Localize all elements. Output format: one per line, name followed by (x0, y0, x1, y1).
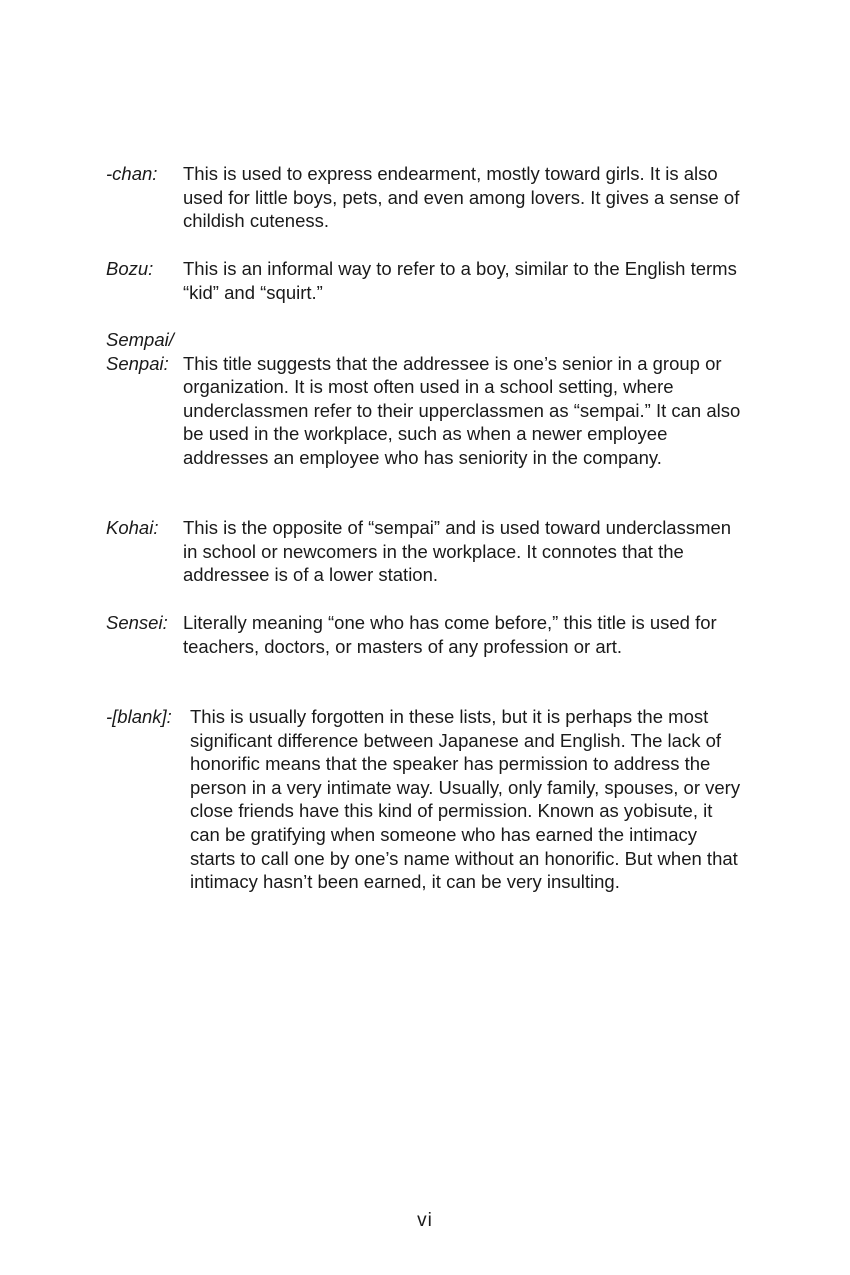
glossary-definition: This title suggests that the addressee is one’s senior in a group or organization. It is most often used in a school setting, where underclassmen refer to their upperclassmen as “sempai.” It can also be used in the workplace, such as when a newer employee addresses an employee who has seniority in the company. (183, 352, 741, 468)
glossary-definition: This is usually forgotten in these lists, but it is perhaps the most significant difference between Japanese and English. The lack of honorific means that the speaker has permission to address the person in a very intimate way. Usually, only family, spouses, or very close friends have this kind of permission. Known as yobisute, it can be gratifying when someone who has earned the intimacy starts to call one by one’s name without an honorific. But when that intimacy hasn’t been earned, it can be very insulting. (190, 706, 741, 893)
glossary-entry-kohai (106, 516, 746, 587)
glossary-term: -chan: (106, 163, 158, 184)
glossary-term: -[blank]: (106, 706, 172, 727)
glossary-term-alternate: Sempai/ (106, 329, 174, 350)
glossary-entry-senpai (106, 328, 746, 470)
glossary-term: Bozu: (106, 258, 154, 279)
glossary-entry-bozu (106, 257, 746, 304)
glossary-entry-sensei (106, 611, 746, 658)
glossary-term: Senpai: (106, 352, 169, 374)
glossary-definition: This is the opposite of “sempai” and is used toward underclassmen in school or newcomers in the workplace. It connotes that the addressee is of a lower station. (183, 517, 732, 586)
glossary-entry-blank (106, 705, 746, 894)
page-number: vi (417, 1210, 433, 1231)
glossary-term: Kohai: (106, 517, 159, 538)
glossary-term: Sensei: (106, 612, 168, 633)
glossary-definition: This is used to express endearment, mostly toward girls. It is also used for little boys, pets, and even among lovers. It gives a sense of childish cuteness. (183, 163, 740, 232)
glossary-definition: This is an informal way to refer to a boy, similar to the English terms “kid” and “squirt.” (183, 258, 737, 303)
glossary-definition: Literally meaning “one who has come before,” this title is used for teachers, doctors, or masters of any profession or art. (183, 612, 717, 657)
glossary-entry-chan (106, 162, 746, 233)
